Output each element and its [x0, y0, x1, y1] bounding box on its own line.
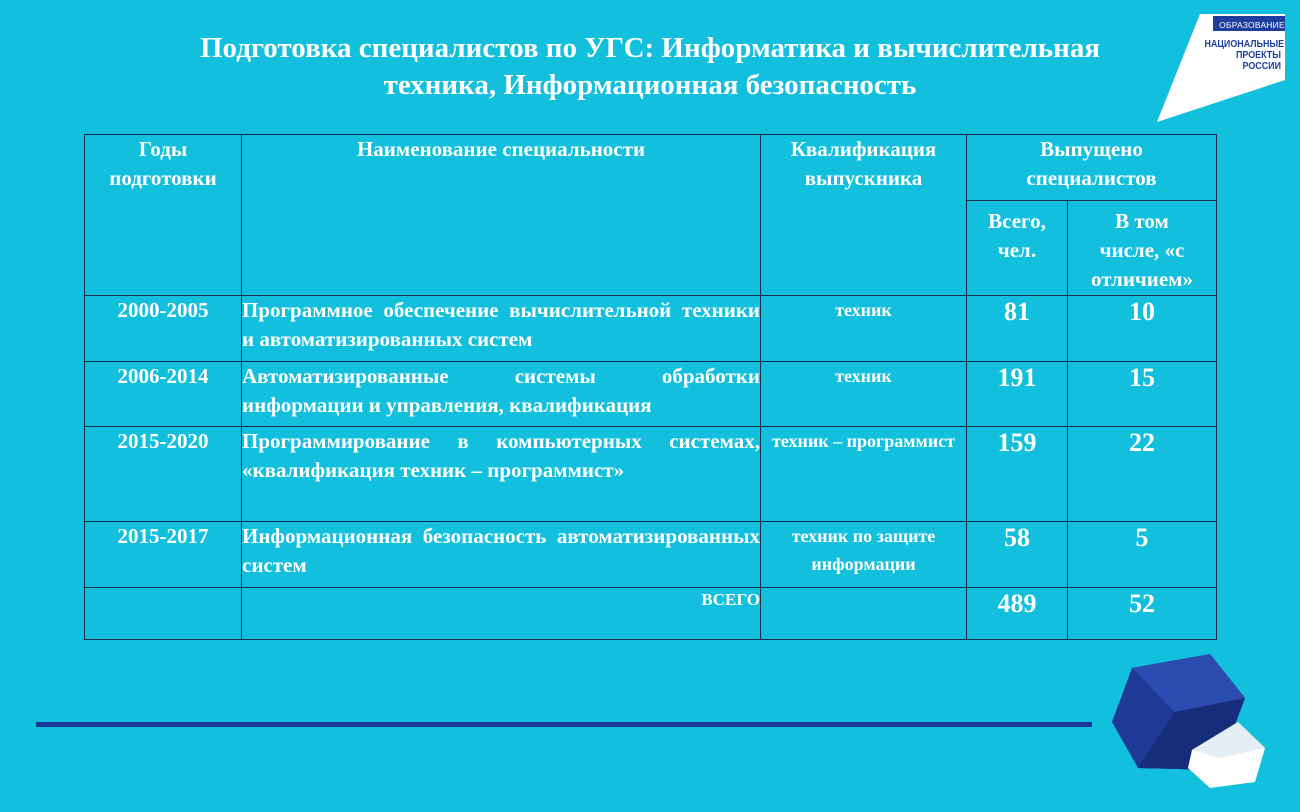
- table-row-summary: [85, 588, 1217, 640]
- cell-honors: 5: [1068, 522, 1217, 588]
- cell-qualification: техник по защите информации: [761, 522, 967, 588]
- cell-years: 2000-2005: [85, 296, 242, 362]
- cell-years: 2006-2014: [85, 362, 242, 427]
- specialists-table: [84, 134, 1217, 640]
- cell-honors: 22: [1068, 427, 1217, 522]
- cell-total: 191: [967, 362, 1068, 427]
- logo-line: ПРОЕКТЫ: [1235, 49, 1281, 61]
- cell-qualification: техник – программист: [761, 427, 967, 522]
- cell-total: 81: [967, 296, 1068, 362]
- logo-text: [1204, 38, 1285, 72]
- cell-total: 58: [967, 522, 1068, 588]
- page-title-line2: техника, Информационная безопасность: [383, 69, 917, 101]
- logo-top-text: ОБРАЗОВАНИЕ: [1219, 20, 1285, 30]
- cell-empty: [85, 588, 242, 640]
- header-qualification: Квалификация выпускника: [761, 135, 967, 296]
- summary-label: ВСЕГО: [242, 588, 761, 640]
- bottom-divider: [36, 722, 1092, 727]
- header-honors: В том числе, «с отличием»: [1068, 201, 1217, 296]
- logo-line: НАЦИОНАЛЬНЫЕ: [1204, 38, 1285, 50]
- cell-name: Программирование в компьютерных системах, «квалификация техник – программист»: [242, 427, 761, 522]
- table-row: [85, 362, 1217, 427]
- cell-honors: 15: [1068, 362, 1217, 427]
- cell-qualification: техник: [761, 362, 967, 427]
- page-title-line1: Подготовка специалистов по УГС: Информатика и вычислительная: [199, 32, 1101, 64]
- cell-years: 2015-2020: [85, 427, 242, 522]
- summary-honors: 52: [1068, 588, 1217, 640]
- cell-total: 159: [967, 427, 1068, 522]
- cell-qualification: техник: [761, 296, 967, 362]
- cell-name: Информационная безопасность автоматизированных систем: [242, 522, 761, 588]
- cell-name: Программное обеспечение вычислительной техники и автоматизированных систем: [242, 296, 761, 362]
- table-row: [85, 296, 1217, 362]
- header-total: Всего, чел.: [967, 201, 1068, 296]
- header-years: Годы подготовки: [85, 135, 242, 296]
- table-row: [85, 427, 1217, 522]
- cubes-decoration: [1100, 650, 1280, 805]
- cell-years: 2015-2017: [85, 522, 242, 588]
- cubes-icon: [1100, 650, 1280, 800]
- summary-total: 489: [967, 588, 1068, 640]
- page-title: [0, 30, 1300, 104]
- header-released: Выпущено специалистов: [967, 135, 1217, 201]
- header-name: Наименование специальности: [242, 135, 761, 296]
- cell-empty: [761, 588, 967, 640]
- cell-honors: 10: [1068, 296, 1217, 362]
- logo-line: РОССИИ: [1242, 60, 1281, 72]
- national-projects-logo: [1155, 12, 1290, 124]
- table-row: [85, 522, 1217, 588]
- cell-name: Автоматизированные системы обработки информации и управления, квалификация: [242, 362, 761, 427]
